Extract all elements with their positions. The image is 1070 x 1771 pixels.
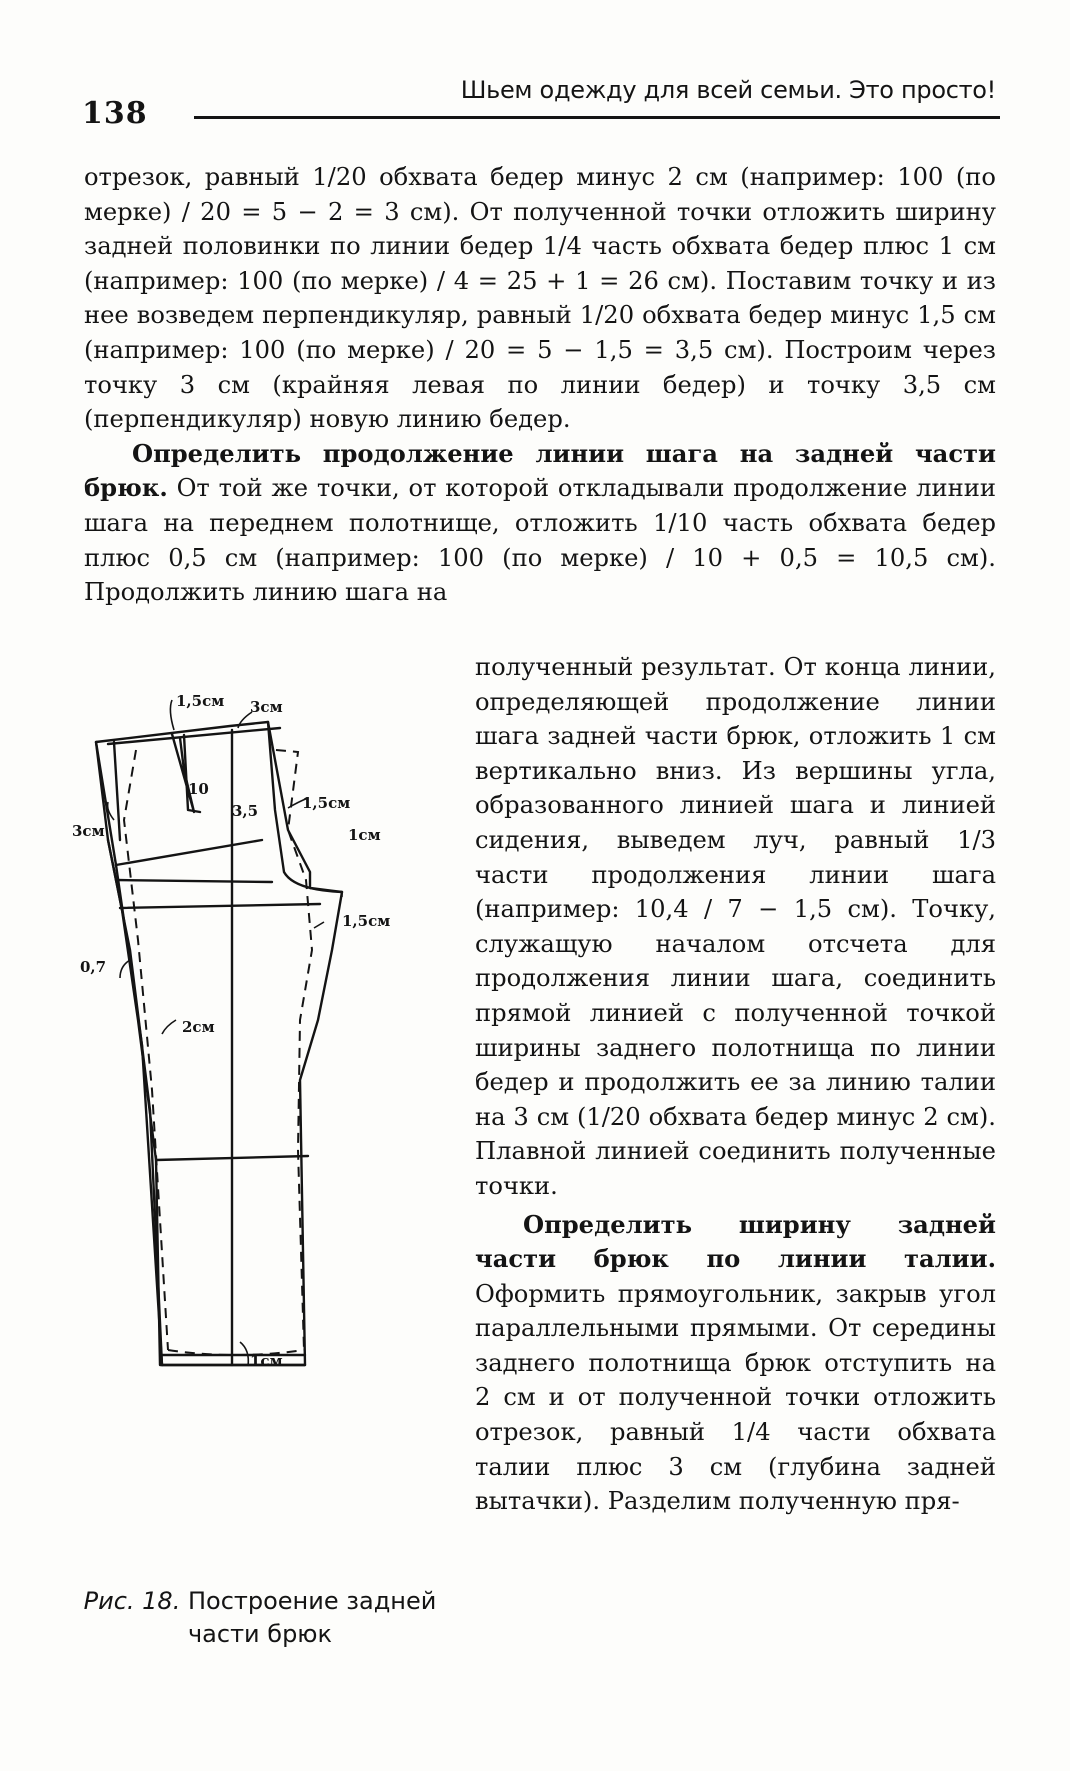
trouser-back-pattern-drawing [72, 690, 440, 1550]
label-1-5cm-top: 1,5см [176, 692, 225, 710]
waist-inner [114, 742, 120, 840]
pattern-figure [72, 690, 440, 1550]
figure-caption [80, 1585, 440, 1651]
label-3-5: 3,5 [232, 802, 259, 820]
label-1cm-crotch: 1см [348, 826, 381, 844]
page-header [82, 72, 1000, 132]
label-1-5cm-inseam: 1,5см [342, 912, 391, 930]
label-2cm-knee: 2см [182, 1018, 215, 1036]
back-dart [172, 734, 194, 812]
caption-prefix: Рис. 18. [83, 1587, 181, 1615]
new-hip-line [116, 840, 262, 865]
paragraph-4 [475, 1208, 996, 1519]
paragraph-4-body: Оформить прямоугольник, закрыв угол параллельными прямыми. От середины заднего полотнища брюк отступить на 2 см и от полученной точки отложить отрезок, равный 1/4 части обхвата талии плюс 3 см (глубина задней вытачки). Разделим полученную пря- [475, 1279, 996, 1516]
left-seam-line [96, 742, 162, 1365]
label-dart-10: 10 [188, 780, 209, 798]
page-number: 138 [82, 96, 148, 131]
paragraph-2-body: От той же точки, от которой откладывали продолжение линии шага на переднем полотнище, отложить 1/10 часть обхвата бедер плюс 0,5 см (например: 100 (по мерке) / 10 + 0,5 = 10,5 см). Продолжить линию шага на [84, 474, 996, 607]
dashed-outline-left [124, 750, 168, 1350]
paragraph-2 [84, 437, 996, 610]
right-text-column [475, 650, 996, 1519]
seat-line [116, 880, 272, 882]
paragraph-4-heading: Определить ширину задней части брюк по линии талии. [475, 1209, 996, 1274]
paragraph-3: полученный результат. От конца линии, определяющей продолжение линии шага задней части брюк, отложить 1 см вертикально вниз. Из вершины угла, образованного линией шага и линией сидения, выведем луч, равный 1/3 части продолжения линии шага (например: 10,4 / 7 − 1,5 см). Точку, служащую началом отсчета для продолжения линии шага, соединить прямой линией с полученной точкой ширины заднего полотнища по линии бедер и продолжить ее за линию талии на 3 см (1/20 обхвата бедер минус 2 см). Плавной линией соединить полученные точки. [475, 653, 996, 1200]
label-0-7: 0,7 [80, 958, 107, 976]
top-text-block [84, 160, 996, 610]
hem-line [162, 1355, 305, 1365]
paragraph-1: отрезок, равный 1/20 обхвата бедер минус 2 см (например: 100 (по мерке) / 20 = 5 − 2 = 3 см). От полученной точки отложить ширину задней половинки по линии бедер 1/4 часть обхвата бедер плюс 1 см (например: 100 (по мерке) / 4 = 25 + 1 = 26 см). Поставим точку и из нее возведем перпендикуляр, равный 1/20 обхвата бедер минус 1,5 см (например: 100 (по мерке) / 20 = 5 − 1,5 = 3,5 см). Построим через точку 3 см (крайняя левая по линии бедер) и точку 3,5 см (перпендикуляр) новую линию бедер. [84, 163, 996, 434]
caption-text: Построение задней части брюк [180, 1587, 437, 1648]
label-1cm-hem: 1см [250, 1352, 283, 1370]
header-rule [194, 116, 1000, 119]
label-3cm-hip: 3см [72, 822, 105, 840]
hip-line [120, 904, 320, 908]
pattern-outline [96, 722, 342, 1365]
paragraph-2-heading: Определить продолжение линии шага на задней части брюк. [84, 438, 996, 503]
label-1-5cm-crotch: 1,5см [302, 794, 351, 812]
running-title: Шьем одежду для всей семьи. Это просто! [460, 76, 996, 104]
label-3cm-top: 3см [250, 698, 283, 716]
